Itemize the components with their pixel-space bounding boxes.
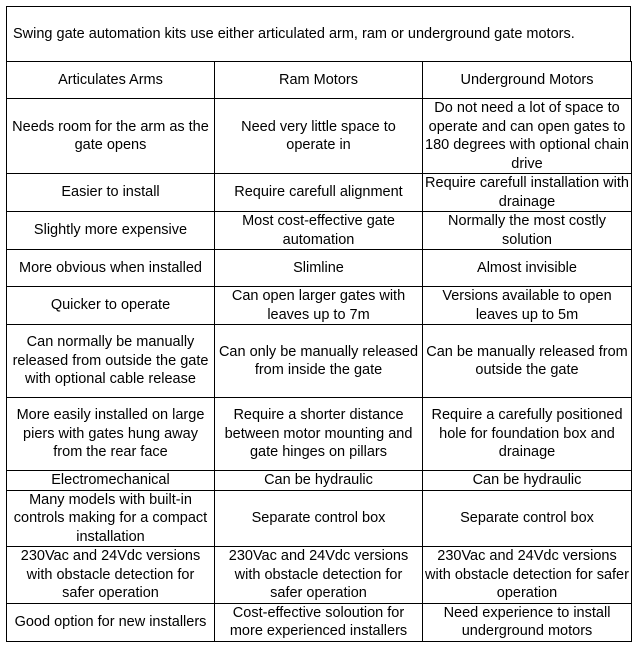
- table-cell: Easier to install: [7, 174, 215, 212]
- table-row: [7, 547, 632, 604]
- table-cell: Separate control box: [423, 490, 632, 547]
- table-cell: Require carefull alignment: [215, 174, 423, 212]
- table-caption: Swing gate automation kits use either articulated arm, ram or underground gate motors.: [6, 6, 631, 61]
- table-cell: Require carefull installation with drainage: [423, 174, 632, 212]
- table-cell: Many models with built-in controls making for a compact installation: [7, 490, 215, 547]
- table-row: [7, 212, 632, 250]
- table-cell: More obvious when installed: [7, 250, 215, 287]
- table-cell: 230Vac and 24Vdc versions with obstacle detection for safer operation: [7, 547, 215, 604]
- table-cell: Need experience to install underground motors: [423, 603, 632, 641]
- table-row: [7, 603, 632, 641]
- table-row: [7, 250, 632, 287]
- table-cell: Quicker to operate: [7, 287, 215, 325]
- table-cell: Almost invisible: [423, 250, 632, 287]
- header-ram-motors: Ram Motors: [215, 62, 423, 99]
- table-row: [7, 490, 632, 547]
- table-cell: Can be hydraulic: [215, 471, 423, 491]
- table-cell: Need very little space to operate in: [215, 99, 423, 174]
- header-articulated-arms: Articulates Arms: [7, 62, 215, 99]
- table-cell: Separate control box: [215, 490, 423, 547]
- table-cell: Cost-effective soloution for more experienced installers: [215, 603, 423, 641]
- table-cell: Versions available to open leaves up to 5m: [423, 287, 632, 325]
- table-cell: Require a carefully positioned hole for foundation box and drainage: [423, 398, 632, 471]
- table-cell: Can only be manually released from inside the gate: [215, 325, 423, 398]
- table-cell: Require a shorter distance between motor mounting and gate hinges on pillars: [215, 398, 423, 471]
- table-cell: Can be hydraulic: [423, 471, 632, 491]
- header-underground-motors: Underground Motors: [423, 62, 632, 99]
- table-cell: Normally the most costly solution: [423, 212, 632, 250]
- comparison-document: [6, 6, 631, 642]
- table-cell: More easily installed on large piers with gates hung away from the rear face: [7, 398, 215, 471]
- table-cell: Do not need a lot of space to operate and can open gates to 180 degrees with optional chain drive: [423, 99, 632, 174]
- table-cell: 230Vac and 24Vdc versions with obstacle detection for safer operation: [215, 547, 423, 604]
- table-cell: Most cost-effective gate automation: [215, 212, 423, 250]
- table-row: [7, 99, 632, 174]
- table-row: [7, 287, 632, 325]
- table-cell: Electromechanical: [7, 471, 215, 491]
- table-row: [7, 174, 632, 212]
- comparison-table: [6, 61, 632, 642]
- table-cell: 230Vac and 24Vdc versions with obstacle detection for safer operation: [423, 547, 632, 604]
- table-cell: Good option for new installers: [7, 603, 215, 641]
- table-cell: Can open larger gates with leaves up to 7m: [215, 287, 423, 325]
- table-row: [7, 398, 632, 471]
- table-cell: Can normally be manually released from outside the gate with optional cable release: [7, 325, 215, 398]
- table-cell: Needs room for the arm as the gate opens: [7, 99, 215, 174]
- table-cell: Slightly more expensive: [7, 212, 215, 250]
- table-cell: Can be manually released from outside the gate: [423, 325, 632, 398]
- table-cell: Slimline: [215, 250, 423, 287]
- header-row: [7, 62, 632, 99]
- table-row: [7, 325, 632, 398]
- table-row: [7, 471, 632, 491]
